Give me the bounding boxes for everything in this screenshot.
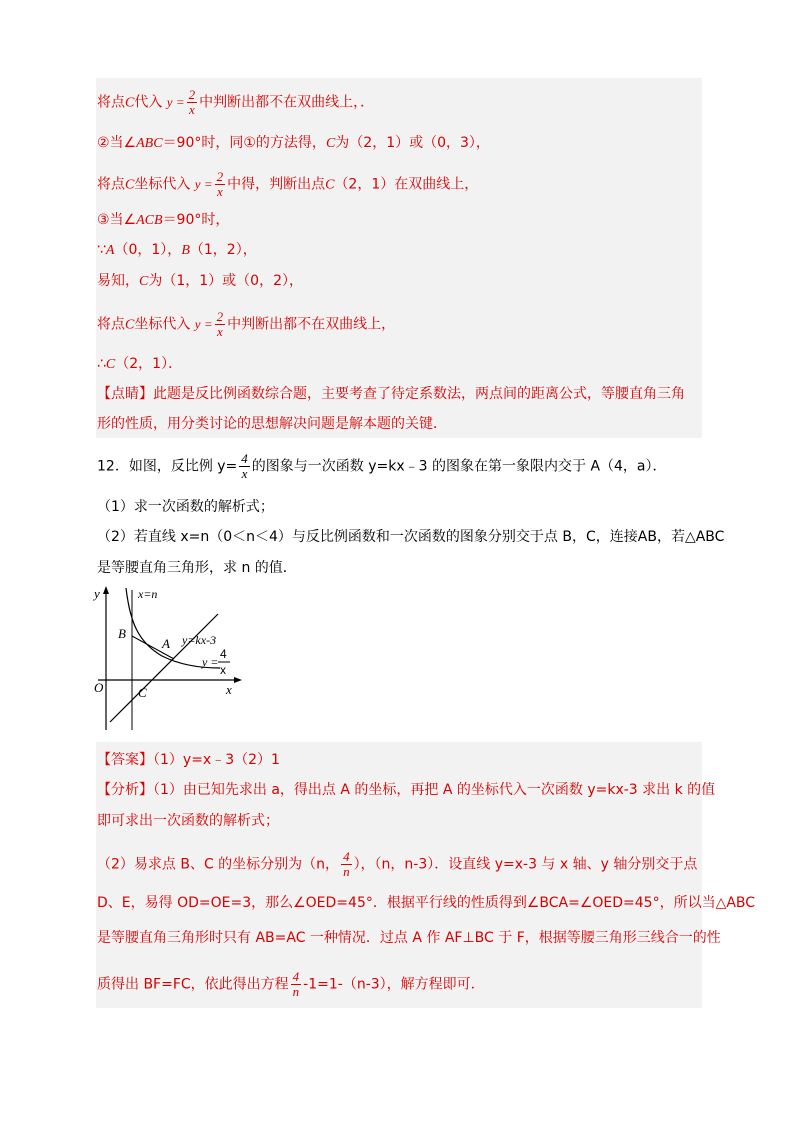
- solution-line-8: ∴C（2，1）．: [97, 356, 183, 372]
- label-hyperbola-y: y =: [202, 655, 219, 669]
- function-graph-figure: [90, 582, 250, 732]
- label-hyperbola-num: 4: [220, 647, 227, 661]
- question-line-3: （2）若直线 x=n（0＜n＜4）与反比例函数和一次函数的图象分别交于点 B，C，连接AB，若△ABC: [97, 529, 725, 545]
- fraction-4-over-n: $\frac{4}{n}$: [343, 849, 350, 879]
- analysis-line-1: 【分析】（1）由已知先求出 a，得出点 A 的坐标，再把 A 的坐标代入一次函数 y=kx-3 求出 k 的值: [97, 782, 716, 798]
- comment-line-2: 形的性质，用分类讨论的思想解决问题是解本题的关键．: [97, 416, 447, 432]
- solution-line-4: ③当∠ACB＝90°时，: [97, 212, 230, 228]
- label-a: A: [162, 636, 170, 651]
- solution-line-3: 将点C坐标代入 y = $\frac{2}{x}$ 中得，判断出点C（2，1）在双曲线上，: [97, 169, 479, 199]
- x-axis-arrow: [234, 677, 242, 683]
- analysis-line-2: 即可求出一次函数的解析式；: [97, 813, 279, 829]
- solution-line-6: 易知，C为（1，1）或（0，2），: [97, 273, 303, 289]
- answer-line: 【答案】（1）y=x﹣3（2）1: [97, 752, 280, 768]
- solution-line-5: ∵A（0，1），B（1，2），: [97, 242, 257, 258]
- label-x-eq-n: x=n: [138, 587, 158, 601]
- analysis-line-6: 质得出 BF=FC，依此得出方程 $\frac{4}{n}$ -1=1-（n-3），解方程即可．: [97, 969, 485, 999]
- label-x: x: [226, 682, 232, 697]
- y-axis-arrow: [103, 586, 109, 594]
- fraction-2-over-x: $\frac{2}{x}$: [216, 309, 224, 339]
- question-line-1: 12．如图，反比例 y= $\frac{4}{x}$ 的图象与一次函数 y=kx﹣3 的图象在第一象限内交于 A（4，a）．: [97, 451, 667, 481]
- label-b: B: [118, 626, 126, 641]
- comment-line-1: 【点睛】此题是反比例函数综合题，主要考查了待定系数法，两点间的距离公式，等腰直角三角: [97, 386, 685, 402]
- fraction-2-over-x: $\frac{2}{x}$: [216, 169, 224, 199]
- label-line: y=kx-3: [182, 633, 217, 647]
- analysis-line-4: D、E，易得 OD=OE=3，那么∠OED=45°．根据平行线的性质得到∠BCA=∠OED=45°，所以当△ABC: [97, 895, 756, 911]
- analysis-line-3: （2）易求点 B、C 的坐标分别为（n， $\frac{4}{n}$ ），（n，n-3）．设直线 y=x-3 与 x 轴、y 轴分别交于点: [97, 849, 698, 879]
- fraction-4-over-x: $\frac{4}{x}$: [241, 451, 248, 481]
- label-o: O: [94, 680, 104, 695]
- analysis-line-5: 是等腰直角三角形时只有 AB=AC 一种情况．过点 A 作 AF⊥BC 于 F，根据等腰三角形三线合一的性: [97, 930, 721, 946]
- label-hyperbola-den: x: [220, 663, 226, 677]
- fraction-2-over-x: $\frac{2}{x}$: [188, 87, 196, 117]
- solution-line-2: ②当∠ABC＝90°时，同①的方法得，C为（2，1）或（0，3），: [97, 135, 490, 151]
- solution-line-7: 将点C坐标代入 y = $\frac{2}{x}$ 中判断出都不在双曲线上，: [97, 309, 396, 339]
- solution-line-1: 将点C代入 y = $\frac{2}{x}$ 中判断出都不在双曲线上，．: [97, 87, 375, 117]
- label-y: y: [94, 586, 100, 601]
- question-line-2: （1）求一次函数的解析式；: [97, 499, 274, 515]
- fraction-4-over-n: $\frac{4}{n}$: [292, 969, 300, 999]
- question-line-4: 是等腰直角三角形，求 n 的值．: [97, 560, 297, 576]
- label-c: C: [138, 685, 147, 700]
